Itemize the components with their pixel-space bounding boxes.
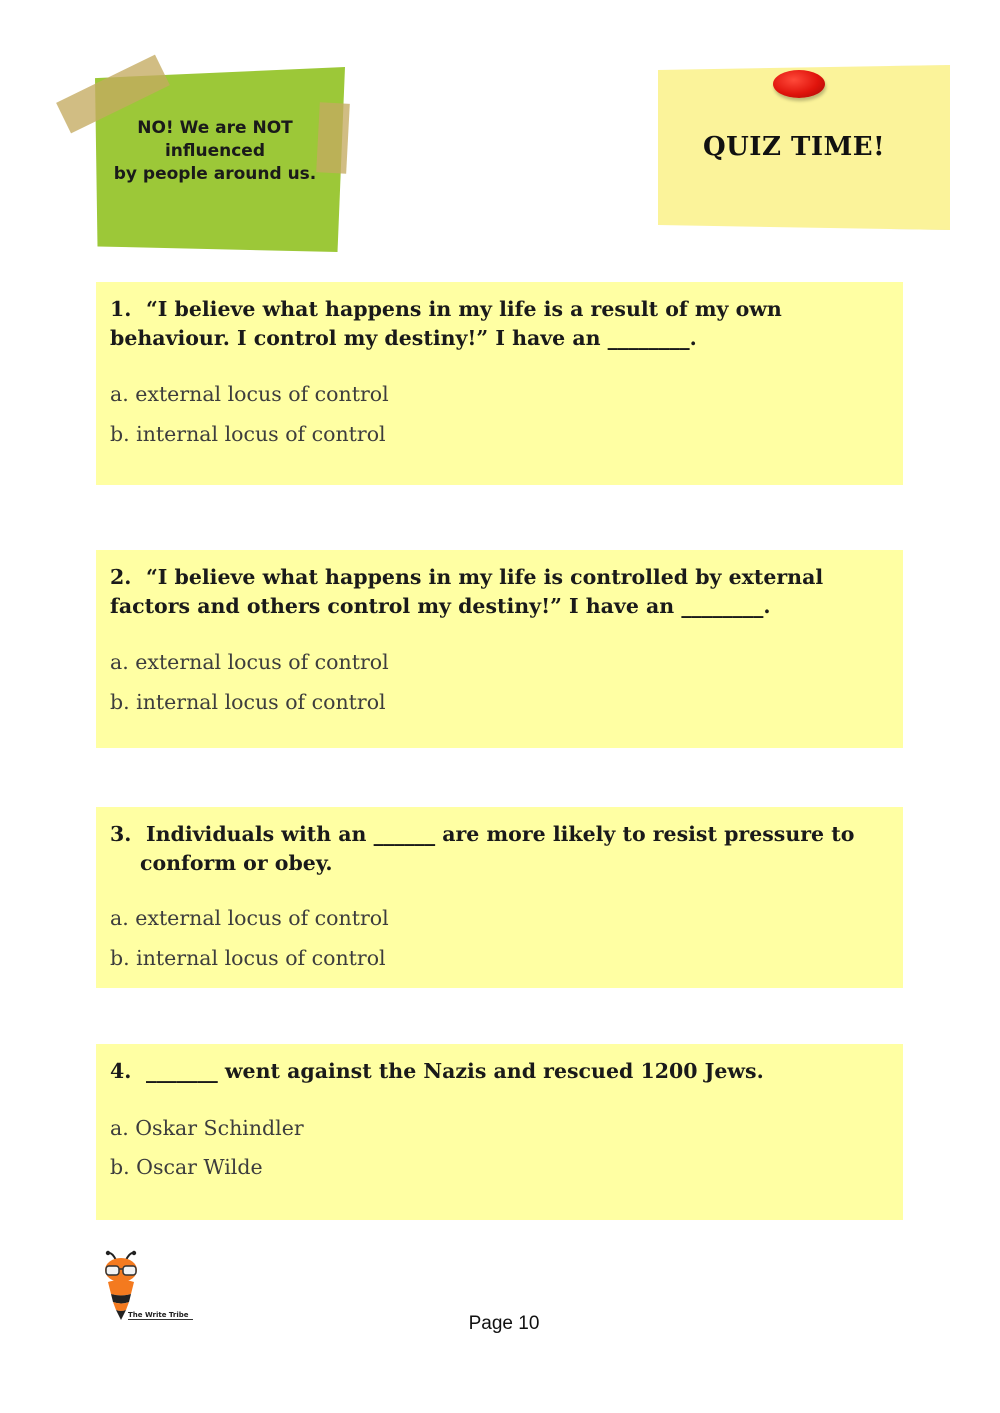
answer-option-b[interactable]: b. internal locus of control bbox=[110, 422, 386, 446]
question-card-3 bbox=[96, 807, 903, 988]
question-text bbox=[110, 820, 889, 878]
green-note-line: NO! We are NOT bbox=[137, 118, 293, 138]
question-card-2 bbox=[96, 550, 903, 748]
question-line: “I believe what happens in my life is a result of my own bbox=[146, 297, 782, 321]
red-pushpin-icon bbox=[773, 70, 825, 98]
question-line: Individuals with an ______ are more likely to resist pressure to bbox=[146, 822, 855, 846]
page-number: Page 10 bbox=[468, 1313, 540, 1334]
question-number: 3. bbox=[110, 822, 132, 846]
green-note-text bbox=[95, 117, 335, 186]
green-note-line: by people around us. bbox=[113, 164, 317, 184]
answer-option-a[interactable]: a. external locus of control bbox=[110, 650, 389, 674]
question-number: 1. bbox=[110, 297, 132, 321]
question-line: factors and others control my destiny!” I have an ________. bbox=[110, 594, 771, 618]
quiz-title: QUIZ TIME! bbox=[702, 132, 886, 162]
answer-option-a[interactable]: a. external locus of control bbox=[110, 906, 389, 930]
question-line: _______ went against the Nazis and rescued 1200 Jews. bbox=[146, 1059, 764, 1083]
question-text bbox=[110, 295, 889, 353]
question-line: conform or obey. bbox=[140, 851, 333, 875]
answer-option-b[interactable]: b. Oscar Wilde bbox=[110, 1155, 263, 1179]
logo-text: The Write Tribe bbox=[128, 1311, 193, 1320]
question-text bbox=[110, 563, 889, 621]
question-card-4 bbox=[96, 1044, 903, 1220]
question-line: “I believe what happens in my life is controlled by external bbox=[146, 565, 824, 589]
answer-option-a[interactable]: a. external locus of control bbox=[110, 382, 389, 406]
answer-option-b[interactable]: b. internal locus of control bbox=[110, 690, 386, 714]
question-text bbox=[110, 1057, 889, 1086]
answer-option-a[interactable]: a. Oskar Schindler bbox=[110, 1116, 304, 1140]
question-number: 2. bbox=[110, 565, 132, 589]
question-card-1 bbox=[96, 282, 903, 485]
answer-option-b[interactable]: b. internal locus of control bbox=[110, 946, 386, 970]
green-sticky-note bbox=[50, 55, 370, 255]
green-note-line: influenced bbox=[164, 141, 266, 161]
question-line: behaviour. I control my destiny!” I have an ________. bbox=[110, 326, 697, 350]
question-number: 4. bbox=[110, 1059, 132, 1083]
